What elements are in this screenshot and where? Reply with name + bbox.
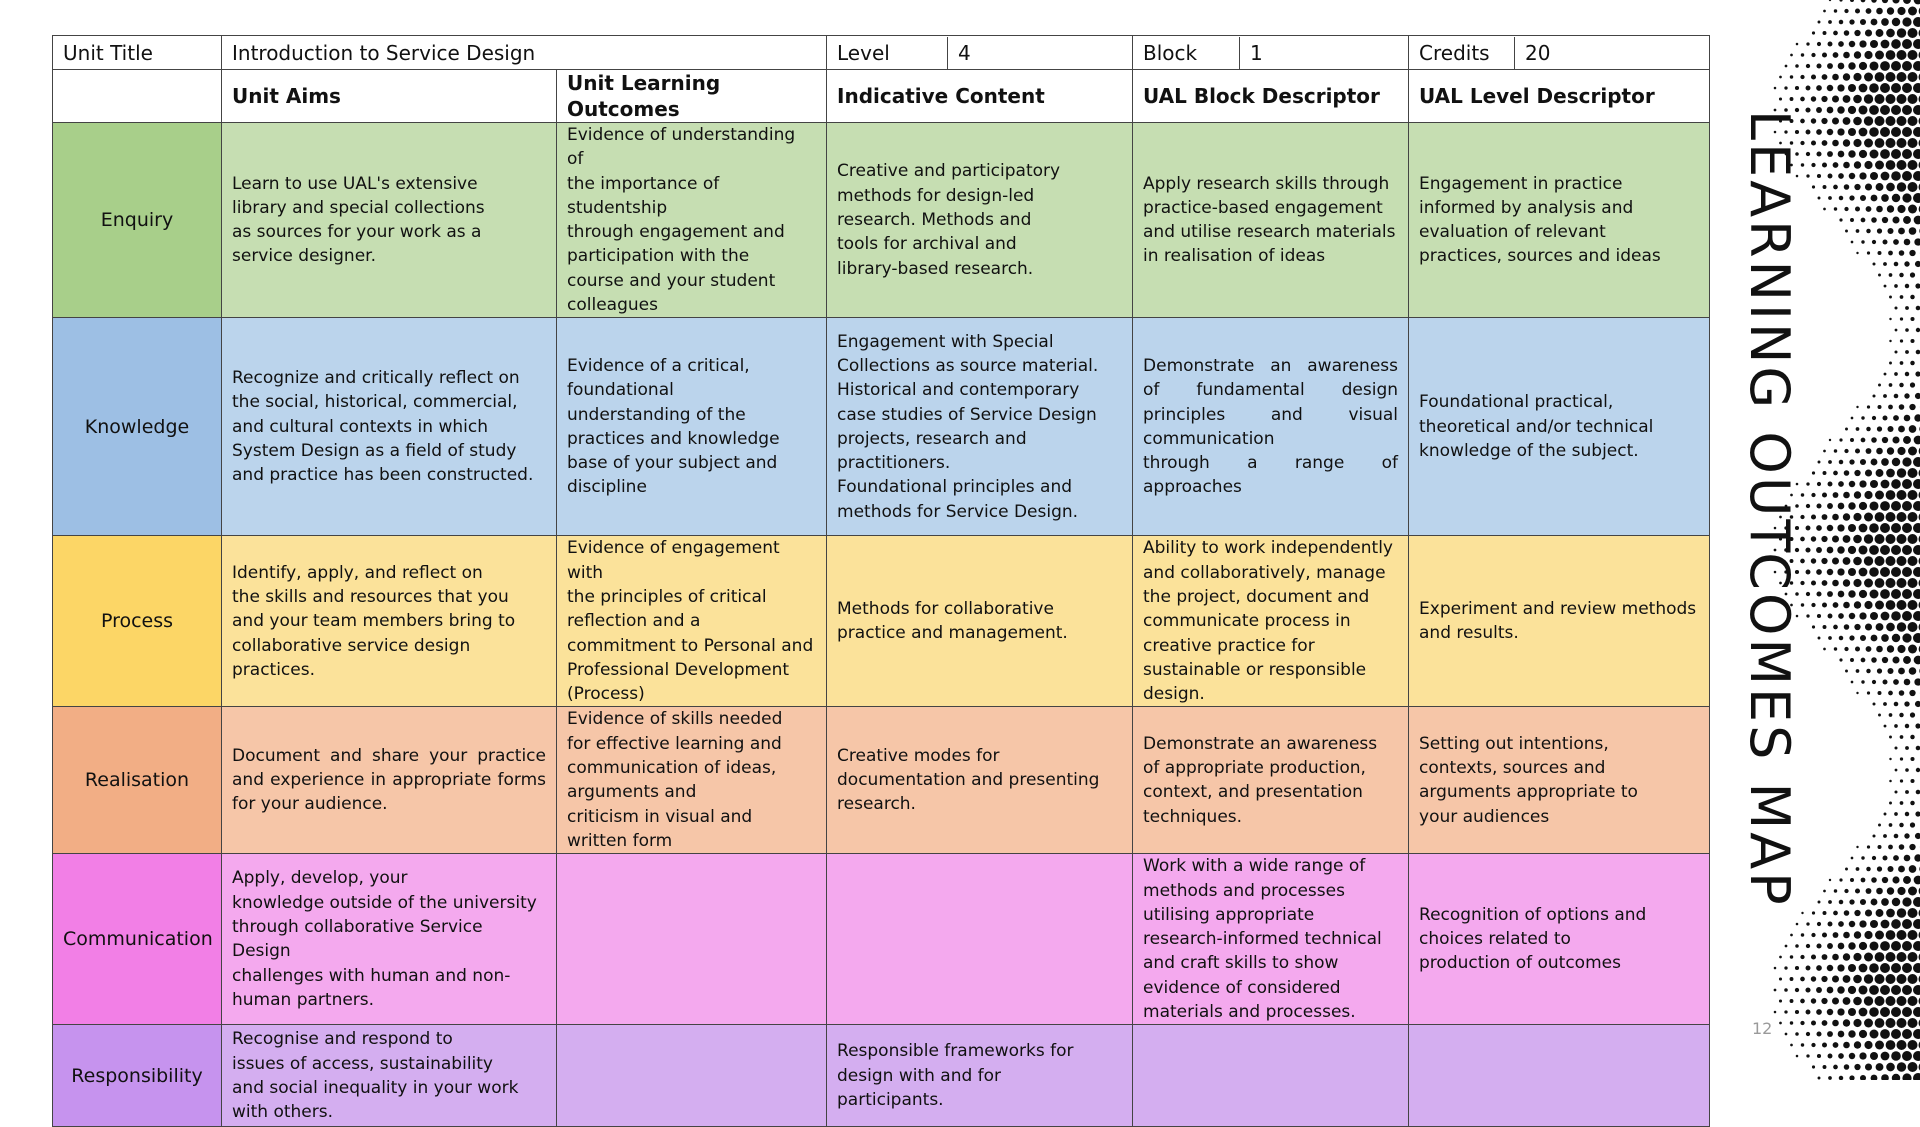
learning-outcomes-table <box>52 35 1710 1127</box>
credits-label: Credits <box>1409 37 1515 69</box>
cell-knowledge-block: Demonstrate an awareness of fundamental design principles and visual communication through a range of approaches <box>1133 318 1409 536</box>
cell-process-level: Experiment and review methods and results. <box>1409 536 1710 707</box>
cell-communication-outcomes <box>557 854 827 1025</box>
table-row <box>53 318 1710 536</box>
cell-responsibility-outcomes <box>557 1025 827 1127</box>
cell-knowledge-level: Foundational practical, theoretical and/or technical knowledge of the subject. <box>1409 318 1710 536</box>
cell-enquiry-content: Creative and participatory methods for design-led research. Methods and tools for archival and library-based research. <box>827 123 1133 318</box>
unit-title-label: Unit Title <box>53 36 222 70</box>
column-header-row <box>53 70 1710 123</box>
row-label-responsibility: Responsibility <box>53 1025 222 1127</box>
row-label-process: Process <box>53 536 222 707</box>
cell-realisation-outcomes: Evidence of skills needed for effective learning and communication of ideas, arguments and criticism in visual and written form <box>557 707 827 854</box>
block-label: Block <box>1133 37 1240 69</box>
col-header-block-descriptor: UAL Block Descriptor <box>1133 70 1409 123</box>
cell-realisation-block: Demonstrate an awareness of appropriate production, context, and presentation techniques. <box>1133 707 1409 854</box>
block-value: 1 <box>1240 40 1263 66</box>
cell-responsibility-level <box>1409 1025 1710 1127</box>
col-header-unit-aims: Unit Aims <box>222 70 557 123</box>
cell-responsibility-block <box>1133 1025 1409 1127</box>
col-header-indicative-content: Indicative Content <box>827 70 1133 123</box>
cell-realisation-content: Creative modes for documentation and presenting research. <box>827 707 1133 854</box>
page-number: 12 <box>1752 1019 1772 1038</box>
row-label-enquiry: Enquiry <box>53 123 222 318</box>
cell-communication-aims: Apply, develop, your knowledge outside of the university through collaborative Service Design challenges with human and non- human partners. <box>222 854 557 1025</box>
block-cell <box>1133 36 1409 70</box>
cell-process-content: Methods for collaborative practice and management. <box>827 536 1133 707</box>
cell-responsibility-aims: Recognise and respond to issues of access, sustainability and social inequality in your work with others. <box>222 1025 557 1127</box>
cell-realisation-level: Setting out intentions, contexts, sources and arguments appropriate to your audiences <box>1409 707 1710 854</box>
col-header-learning-outcomes: Unit Learning Outcomes <box>557 70 827 123</box>
row-label-knowledge: Knowledge <box>53 318 222 536</box>
header-row <box>53 36 1710 70</box>
credits-value: 20 <box>1515 40 1550 66</box>
side-title: LEARNING OUTCOMES MAP <box>1738 110 1801 908</box>
row-label-communication: Communication <box>53 854 222 1025</box>
credits-cell <box>1409 36 1710 70</box>
level-cell <box>827 36 1133 70</box>
unit-title-value: Introduction to Service Design <box>222 36 827 70</box>
corner-cell <box>53 70 222 123</box>
cell-knowledge-outcomes: Evidence of a critical, foundational understanding of the practices and knowledge base of your subject and discipline <box>557 318 827 536</box>
cell-responsibility-content: Responsible frameworks for design with and for participants. <box>827 1025 1133 1127</box>
col-header-level-descriptor: UAL Level Descriptor <box>1409 70 1710 123</box>
cell-communication-level: Recognition of options and choices related to production of outcomes <box>1409 854 1710 1025</box>
table-row <box>53 536 1710 707</box>
table-row <box>53 123 1710 318</box>
level-label: Level <box>827 37 948 69</box>
cell-enquiry-level: Engagement in practice informed by analysis and evaluation of relevant practices, sources and ideas <box>1409 123 1710 318</box>
cell-process-outcomes: Evidence of engagement with the principles of critical reflection and a commitment to Personal and Professional Development (Process) <box>557 536 827 707</box>
cell-process-aims: Identify, apply, and reflect on the skills and resources that you and your team members bring to collaborative service design practices. <box>222 536 557 707</box>
cell-knowledge-content: Engagement with Special Collections as source material. Historical and contemporary case studies of Service Design projects, research and practitioners. Foundational principles and methods for Service Design. <box>827 318 1133 536</box>
cell-realisation-aims: Document and share your practice and experience in appropriate forms for your audience. <box>222 707 557 854</box>
table-row <box>53 707 1710 854</box>
cell-process-block: Ability to work independently and collaboratively, manage the project, document and communicate process in creative practice for sustainable or responsible design. <box>1133 536 1409 707</box>
cell-enquiry-outcomes: Evidence of understanding of the importance of studentship through engagement and participation with the course and your student colleagues <box>557 123 827 318</box>
cell-communication-block: Work with a wide range of methods and processes utilising appropriate research-informed technical and craft skills to show evidence of considered materials and processes. <box>1133 854 1409 1025</box>
row-label-realisation: Realisation <box>53 707 222 854</box>
cell-knowledge-aims: Recognize and critically reflect on the social, historical, commercial, and cultural contexts in which System Design as a field of study and practice has been constructed. <box>222 318 557 536</box>
cell-enquiry-aims: Learn to use UAL's extensive library and special collections as sources for your work as a service designer. <box>222 123 557 318</box>
cell-enquiry-block: Apply research skills through practice-based engagement and utilise research materials in realisation of ideas <box>1133 123 1409 318</box>
cell-communication-content <box>827 854 1133 1025</box>
table-row <box>53 1025 1710 1127</box>
table-row <box>53 854 1710 1025</box>
level-value: 4 <box>948 40 971 66</box>
